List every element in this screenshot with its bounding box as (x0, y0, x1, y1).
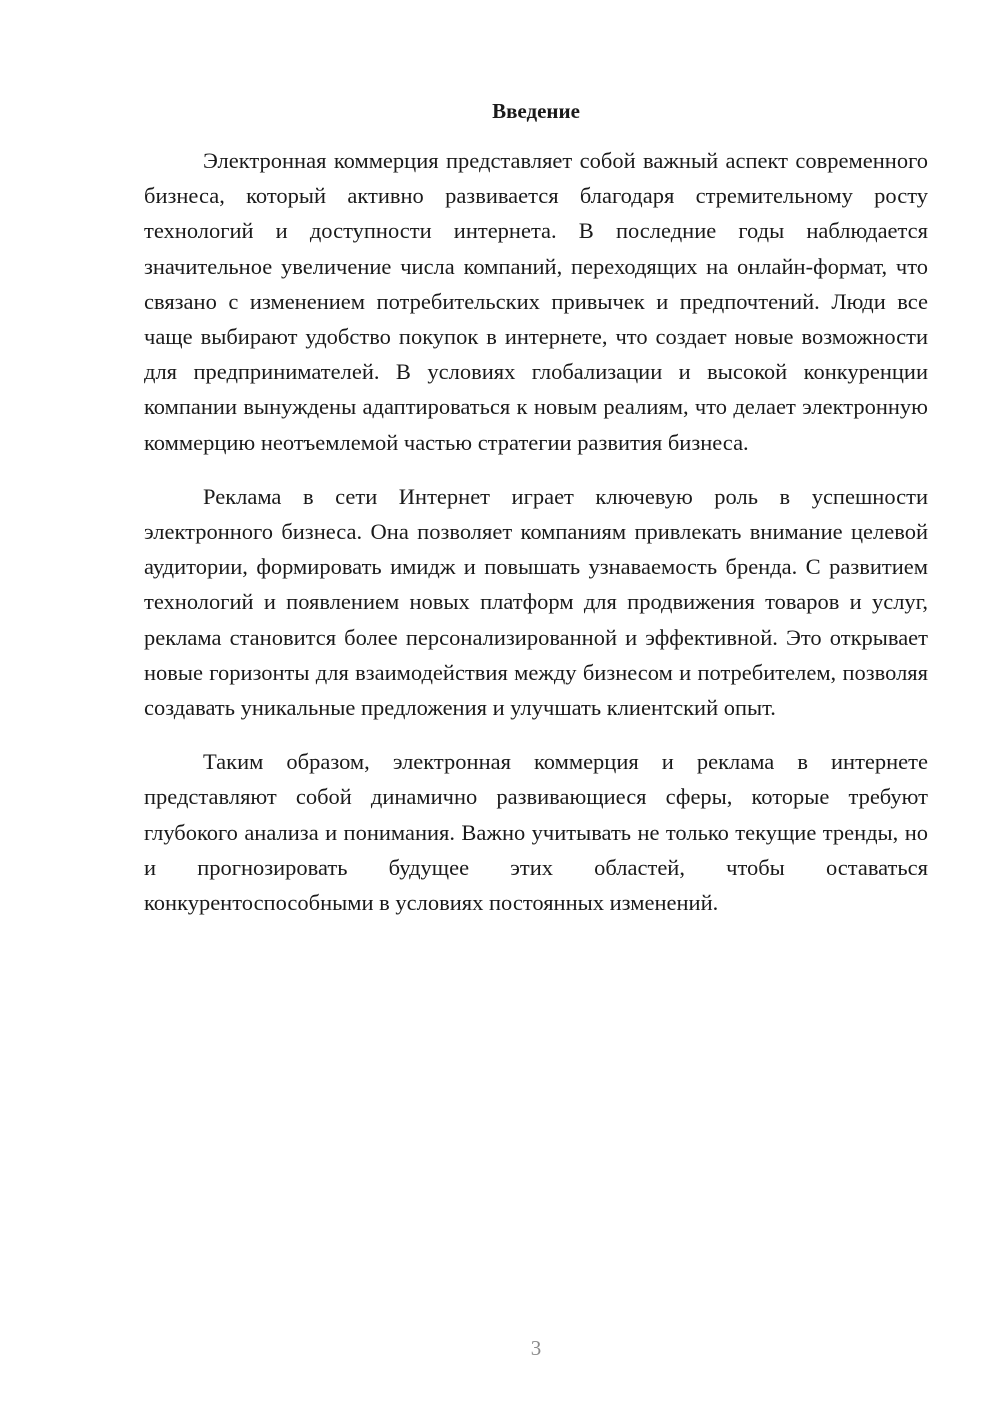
paragraph-2: Реклама в сети Интернет играет ключевую роль в успешности электронного бизнеса. Она позволяет компаниям привлекать внимание целевой аудитории, формировать имидж и повышать узнаваемость бренда. С развитием технологий и появлением новых платформ для продвижения товаров и услуг, реклама становится более персонализированной и эффективной. Это открывает новые горизонты для взаимодействия между бизнесом и потребителем, позволяя создавать уникальные предложения и улучшать клиентский опыт. (144, 483, 928, 721)
section-heading: Введение (492, 99, 580, 123)
body-text (144, 143, 928, 920)
page-number: 3 (530, 1336, 542, 1360)
paragraph-1: Электронная коммерция представляет собой важный аспект современного бизнеса, который активно развивается благодаря стремительному росту технологий и доступности интернета. В последние годы наблюдается значительное увеличение числа компаний, переходящих на онлайн-формат, что связано с изменением потребительских привычек и предпочтений. Люди все чаще выбирают удобство покупок в интернете, что создает новые возможности для предпринимателей. В условиях глобализации и высокой конкуренции компании вынуждены адаптироваться к новым реалиям, что делает электронную коммерцию неотъемлемой частью стратегии развития бизнеса. (144, 148, 928, 455)
paragraph-3: Таким образом, электронная коммерция и реклама в интернете представляют собой динамично развивающиеся сферы, которые требуют глубокого анализа и понимания. Важно учитывать не только текущие тренды, но и прогнозировать будущее этих областей, чтобы оставаться конкурентоспособными в условиях постоянных изменений. (144, 749, 928, 916)
